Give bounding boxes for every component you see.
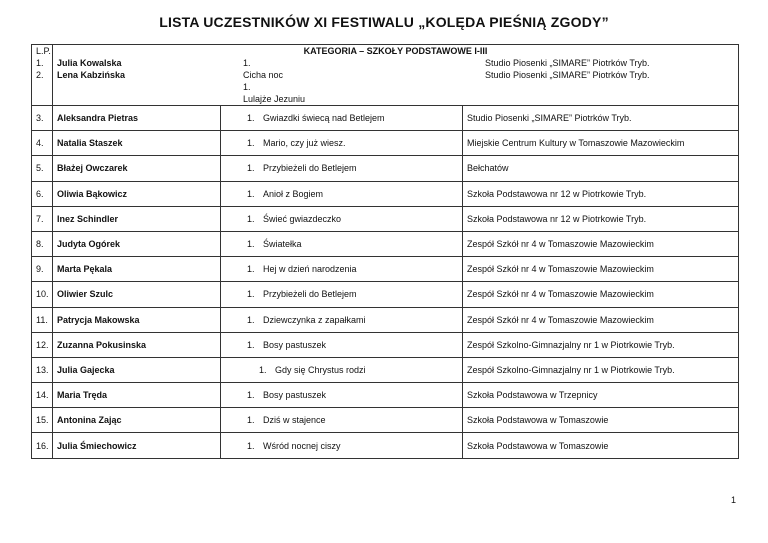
institution-cell: [463, 408, 739, 433]
table-row: [32, 357, 739, 382]
institution: Miejskie Centrum Kultury w Tomaszowie Mazowieckim: [467, 138, 685, 149]
song-title: Anioł z Bogiem: [263, 188, 324, 199]
institution: Zespół Szkół nr 4 w Tomaszowie Mazowieckim: [467, 264, 654, 275]
institution: Szkoła Podstawowa w Trzepnicy: [467, 390, 598, 401]
song-number: 1.: [247, 138, 255, 149]
song-number: 1.: [247, 239, 255, 250]
institution-cell: [463, 131, 739, 156]
lp-cell: [32, 206, 53, 231]
lp-number: 14.: [36, 390, 49, 401]
institution-cell: [463, 206, 739, 231]
lp-cell: [32, 433, 53, 458]
song-number: 1.: [247, 390, 255, 401]
lp-cell: [32, 106, 53, 131]
category-block: [53, 45, 739, 106]
institution-cell: [463, 156, 739, 181]
lp-cell: [32, 408, 53, 433]
lp-number: 3.: [36, 113, 44, 124]
song-cell: [221, 383, 463, 408]
name-cell: [53, 181, 221, 206]
song-cell: [221, 206, 463, 231]
institution: Studio Piosenki „SIMARE” Piotrków Tryb.: [485, 58, 650, 68]
song-title: Hej w dzień narodzenia: [263, 264, 357, 275]
lp-cell: [32, 181, 53, 206]
song-cell: [221, 181, 463, 206]
song-number: 1.: [243, 82, 251, 92]
institution-cell: [463, 282, 739, 307]
participant-name: Julia Kowalska: [57, 58, 122, 68]
lp-number: 2.: [36, 70, 44, 80]
institution-cell: [463, 383, 739, 408]
song-title: Cicha noc: [243, 70, 284, 80]
lp-cell: [32, 45, 53, 106]
page-title: LISTA UCZESTNIKÓW XI FESTIWALU „KOLĘDA PIEŚNIĄ ZGODY”: [159, 14, 609, 30]
participant-name: Oliwia Bąkowicz: [57, 188, 128, 199]
song-number: 1.: [247, 163, 255, 174]
lp-cell: [32, 307, 53, 332]
lp-number: 7.: [36, 213, 44, 224]
song-number: 1.: [247, 264, 255, 275]
song-cell: [221, 408, 463, 433]
name-group: [53, 57, 217, 105]
participant-name: Judyta Ogórek: [57, 239, 121, 250]
song-title: Świeć gwiazdeczko: [263, 213, 342, 224]
table-row: [32, 231, 739, 256]
lp-cell: [32, 156, 53, 181]
institution: Zespół Szkolno-Gimnazjalny nr 1 w Piotrkowie Tryb.: [467, 364, 675, 375]
song-title: Bosy pastuszek: [263, 339, 327, 350]
lp-cell: [32, 383, 53, 408]
institution: Zespół Szkół nr 4 w Tomaszowie Mazowieckim: [467, 239, 654, 250]
name-cell: [53, 156, 221, 181]
participant-name: Marta Pękala: [57, 264, 113, 275]
participant-name: Julia Gajecka: [57, 364, 115, 375]
song-number: 1.: [247, 440, 255, 451]
song-title: Wśród nocnej ciszy: [263, 440, 341, 451]
name-cell: [53, 332, 221, 357]
institution-cell: [463, 181, 739, 206]
song-title: Światełka: [263, 239, 302, 250]
name-cell: [53, 131, 221, 156]
lp-number: 1.: [36, 58, 44, 68]
song-cell: [221, 307, 463, 332]
lp-cell: [32, 231, 53, 256]
song-title: Przybieżeli do Betlejem: [263, 289, 357, 300]
song-cell: [221, 357, 463, 382]
song-title: Lulajże Jezuniu: [243, 94, 306, 104]
song-cell: [221, 257, 463, 282]
institution-cell: [463, 433, 739, 458]
song-title: Przybieżeli do Betlejem: [263, 163, 357, 174]
participant-name: Oliwier Szulc: [57, 289, 114, 300]
lp-number: 15.: [36, 415, 49, 426]
institution: Zespół Szkół nr 4 w Tomaszowie Mazowieckim: [467, 289, 654, 300]
song-title: Bosy pastuszek: [263, 390, 327, 401]
category-heading: KATEGORIA – SZKOŁY PODSTAWOWE I-III: [303, 46, 488, 56]
lp-cell: [32, 332, 53, 357]
participant-name: Lena Kabzińska: [57, 70, 126, 80]
name-cell: [53, 408, 221, 433]
lp-number: 12.: [36, 339, 49, 350]
table-row: [32, 181, 739, 206]
institution: Szkoła Podstawowa nr 12 w Piotrkowie Tryb.: [467, 213, 647, 224]
song-number: 1.: [259, 364, 267, 375]
participant-name: Patrycja Makowska: [57, 314, 140, 325]
song-number: 1.: [247, 113, 255, 124]
table-row: [32, 332, 739, 357]
page-number: 1: [730, 495, 736, 505]
institution-cell: [463, 357, 739, 382]
song-cell: [221, 156, 463, 181]
lp-cell: [32, 357, 53, 382]
table-row: [32, 257, 739, 282]
song-title: Gdy się Chrystus rodzi: [275, 364, 366, 375]
song-cell: [221, 282, 463, 307]
table-row: [32, 45, 739, 106]
song-group: [217, 57, 485, 105]
participant-name: Julia Śmiechowicz: [57, 440, 137, 451]
song-title: Gwiazdki świecą nad Betlejem: [263, 113, 385, 124]
song-cell: [221, 332, 463, 357]
institution-group: [485, 57, 650, 105]
song-title: Dziś w stajence: [263, 415, 326, 426]
table-row: [32, 131, 739, 156]
song-number: 1.: [247, 188, 255, 199]
table-row: [32, 307, 739, 332]
participant-name: Natalia Staszek: [57, 138, 123, 149]
name-cell: [53, 231, 221, 256]
song-number: 1.: [247, 339, 255, 350]
lp-number: 5.: [36, 163, 44, 174]
institution: Studio Piosenki „SIMARE” Piotrków Tryb.: [467, 113, 632, 124]
institution-cell: [463, 307, 739, 332]
lp-cell: [32, 131, 53, 156]
lp-number: 8.: [36, 239, 44, 250]
institution: Szkoła Podstawowa nr 12 w Piotrkowie Tryb.: [467, 188, 647, 199]
participants-table: [31, 44, 739, 459]
table-row: [32, 433, 739, 458]
name-cell: [53, 383, 221, 408]
participant-name: Zuzanna Pokusinska: [57, 339, 147, 350]
lp-number: 9.: [36, 264, 44, 275]
name-cell: [53, 357, 221, 382]
institution: Szkoła Podstawowa w Tomaszowie: [467, 440, 609, 451]
table-row: [32, 156, 739, 181]
song-number: 1.: [247, 415, 255, 426]
institution: Zespół Szkół nr 4 w Tomaszowie Mazowieckim: [467, 314, 654, 325]
name-cell: [53, 433, 221, 458]
song-number: 1.: [247, 314, 255, 325]
lp-number: 10.: [36, 289, 49, 300]
lp-cell: [32, 282, 53, 307]
participant-name: Błażej Owczarek: [57, 163, 128, 174]
institution-cell: [463, 332, 739, 357]
song-cell: [221, 231, 463, 256]
table-row: [32, 206, 739, 231]
name-cell: [53, 282, 221, 307]
institution-cell: [463, 257, 739, 282]
participant-name: Inez Schindler: [57, 213, 119, 224]
lp-header: L.P.: [36, 46, 51, 56]
participant-name: Maria Tręda: [57, 390, 108, 401]
song-number: 1.: [247, 289, 255, 300]
table-row: [32, 106, 739, 131]
participant-name: Antonina Zając: [57, 415, 122, 426]
song-number: 1.: [243, 58, 251, 68]
table-row: [32, 282, 739, 307]
name-cell: [53, 257, 221, 282]
institution: Szkoła Podstawowa w Tomaszowie: [467, 415, 609, 426]
song-title: Mario, czy już wiesz.: [263, 138, 346, 149]
lp-cell: [32, 257, 53, 282]
song-cell: [221, 106, 463, 131]
name-cell: [53, 106, 221, 131]
lp-number: 11.: [36, 314, 48, 325]
institution: Bełchatów: [467, 163, 509, 174]
institution: Zespół Szkolno-Gimnazjalny nr 1 w Piotrkowie Tryb.: [467, 339, 675, 350]
song-cell: [221, 433, 463, 458]
lp-number: 16.: [36, 440, 49, 451]
table-row: [32, 408, 739, 433]
institution-cell: [463, 231, 739, 256]
name-cell: [53, 206, 221, 231]
lp-number: 6.: [36, 188, 44, 199]
table-row: [32, 383, 739, 408]
song-cell: [221, 131, 463, 156]
name-cell: [53, 307, 221, 332]
participant-name: Aleksandra Pietras: [57, 113, 139, 124]
song-number: 1.: [247, 213, 255, 224]
lp-number: 4.: [36, 138, 44, 149]
institution: Studio Piosenki „SIMARE” Piotrków Tryb.: [485, 70, 650, 80]
lp-number: 13.: [36, 364, 49, 375]
institution-cell: [463, 106, 739, 131]
song-title: Dziewczynka z zapałkami: [263, 314, 366, 325]
